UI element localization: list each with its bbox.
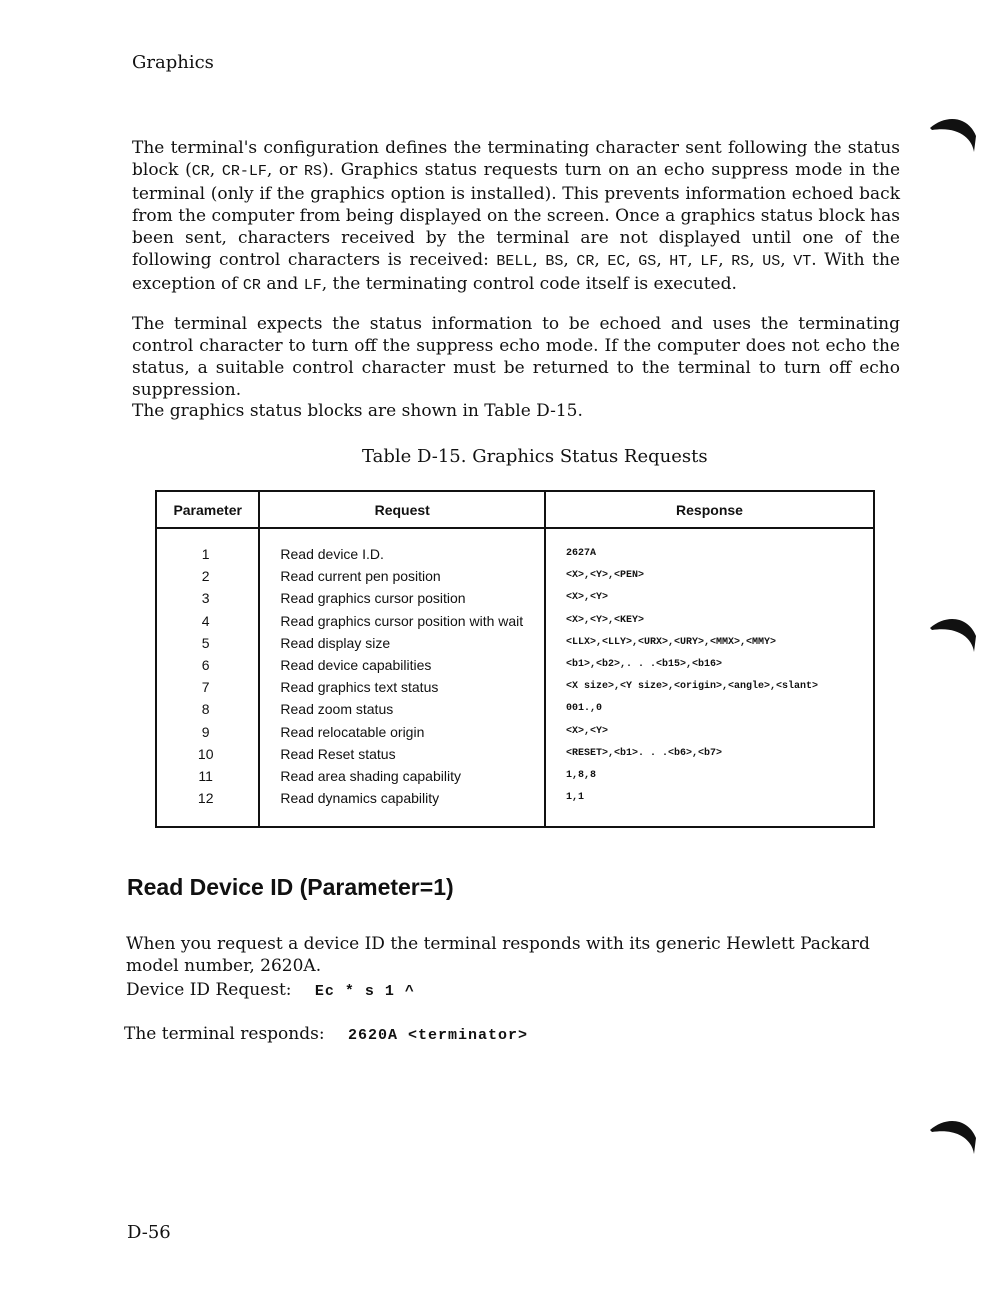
page-number: D-56 [127, 1222, 171, 1243]
text-run: , [563, 250, 577, 270]
cell-response: <X>,<Y>,<KEY> [566, 614, 645, 626]
header-response: Response [545, 491, 874, 528]
cell-param: 1 [201, 546, 210, 562]
cell-request: Read Reset status [280, 745, 396, 762]
graphics-status-table [155, 490, 875, 828]
text-run: , [209, 160, 222, 180]
request-column [259, 528, 545, 827]
request-code: Ec * s 1 ^ [314, 983, 415, 1000]
control-code: LF [303, 277, 322, 294]
cell-response: <X>,<Y> [566, 592, 609, 604]
table-header-row [156, 491, 874, 528]
text-run: , [780, 250, 794, 270]
cell-response: <X>,<Y>,<PEN> [566, 570, 645, 582]
text-run: . With the exception of [132, 250, 900, 294]
cell-request: Read graphics cursor position with wait [280, 612, 524, 629]
cell-response: <RESET>,<b1>. . .<b6>,<b7> [566, 747, 723, 759]
control-code: BELL [496, 253, 533, 270]
control-code: CR-LF [221, 163, 267, 180]
header-request: Request [259, 491, 545, 528]
text-run: , [625, 250, 639, 270]
cell-response: <LLX>,<LLY>,<URX>,<URY>,<MMX>,<MMY> [566, 636, 777, 648]
cell-param: 10 [197, 745, 214, 762]
header-parameter: Parameter [156, 491, 259, 528]
cell-response: <X>,<Y> [566, 725, 609, 737]
running-head: Graphics [132, 52, 214, 73]
control-code: CR [576, 253, 595, 270]
cell-param: 3 [201, 590, 210, 607]
response-label: The terminal responds: [124, 1024, 325, 1044]
cell-param: 5 [201, 634, 210, 651]
terminal-response-line [124, 1024, 528, 1044]
request-label: Device ID Request: [126, 980, 292, 1000]
control-code: HT [669, 253, 688, 270]
text-run: , [718, 250, 732, 270]
cell-request: Read current pen position [280, 568, 441, 585]
device-id-request-line [126, 980, 415, 1000]
cell-response: 1,8,8 [566, 769, 597, 781]
text-run: and [260, 274, 304, 294]
binder-tab-mark-top [928, 112, 980, 162]
cell-request: Read device capabilities [280, 656, 432, 673]
text-run: , [594, 250, 608, 270]
cell-response: 1,1 [566, 792, 585, 804]
cell-request: Read dynamics capability [280, 790, 440, 807]
cell-response: 2627A [566, 548, 597, 559]
cell-param: 8 [201, 701, 210, 718]
section-heading: Read Device ID (Parameter=1) [127, 874, 454, 900]
control-code: CR [191, 163, 210, 180]
text-run: , [532, 250, 546, 270]
cell-param: 2 [201, 568, 210, 585]
cell-param: 7 [201, 679, 210, 696]
control-code: RS [303, 163, 322, 180]
cell-param: 11 [198, 767, 213, 784]
cell-response: 001.,0 [566, 703, 603, 715]
cell-param: 4 [201, 612, 210, 629]
control-code: US [762, 253, 781, 270]
cell-request: Read zoom status [280, 701, 394, 718]
control-code: VT [793, 253, 812, 270]
cell-param: 6 [201, 656, 210, 673]
binder-tab-mark-bottom [928, 1114, 980, 1164]
control-code: LF [700, 253, 719, 270]
text-run: , [749, 250, 763, 270]
text-run: ). Graphics status requests turn on an echo suppress mode in the terminal (only if the graphics option is installed). This prevents information echoed back from the computer from being displayed on the screen. Once a graphics status block has been sent, characters received by the terminal are not displayed until one of the following control characters is received: [132, 160, 901, 270]
cell-request: Read relocatable origin [280, 723, 425, 740]
intro-paragraph-3: The graphics status blocks are shown in Table D-15. [132, 401, 583, 421]
text-run: , [656, 250, 670, 270]
cell-response: <X size>,<Y size>,<origin>,<angle>,<slant> [566, 681, 819, 693]
binder-tab-mark-middle [928, 612, 980, 662]
cell-param: 12 [197, 790, 214, 807]
cell-request: Read device I.D. [280, 546, 384, 562]
control-code: EC [607, 253, 626, 270]
table-caption: Table D-15. Graphics Status Requests [362, 446, 708, 467]
intro-paragraph-2: The terminal expects the status information to be echoed and uses the terminating control character to turn off the suppress echo mode. If the computer does not echo the status, a suitable control character must be returned to the terminal to turn off echo suppression. [132, 314, 900, 400]
cell-request: Read graphics cursor position [280, 590, 466, 607]
parameter-column [156, 528, 259, 827]
cell-request: Read area shading capability [280, 767, 461, 784]
text-run: , [687, 250, 701, 270]
response-column [545, 528, 874, 827]
control-code: RS [731, 253, 750, 270]
text-run: , or [266, 160, 304, 180]
cell-request: Read display size [280, 634, 391, 651]
control-code: CR [242, 277, 261, 294]
control-code: BS [545, 253, 564, 270]
cell-param: 9 [201, 723, 210, 740]
cell-request: Read graphics text status [280, 679, 439, 696]
section-paragraph: When you request a device ID the terminal responds with its generic Hewlett Packard model number, 2620A. [126, 934, 870, 976]
intro-paragraph-1 [132, 137, 900, 297]
control-code: GS [638, 253, 657, 270]
text-run: The terminal's configuration defines the terminating character sent following the status block ( [132, 138, 900, 180]
text-run: , the terminating control code itself is executed. [321, 274, 737, 294]
cell-response: <b1>,<b2>,. . .<b15>,<b16> [566, 658, 723, 670]
response-code: 2620A <terminator> [347, 1027, 529, 1044]
